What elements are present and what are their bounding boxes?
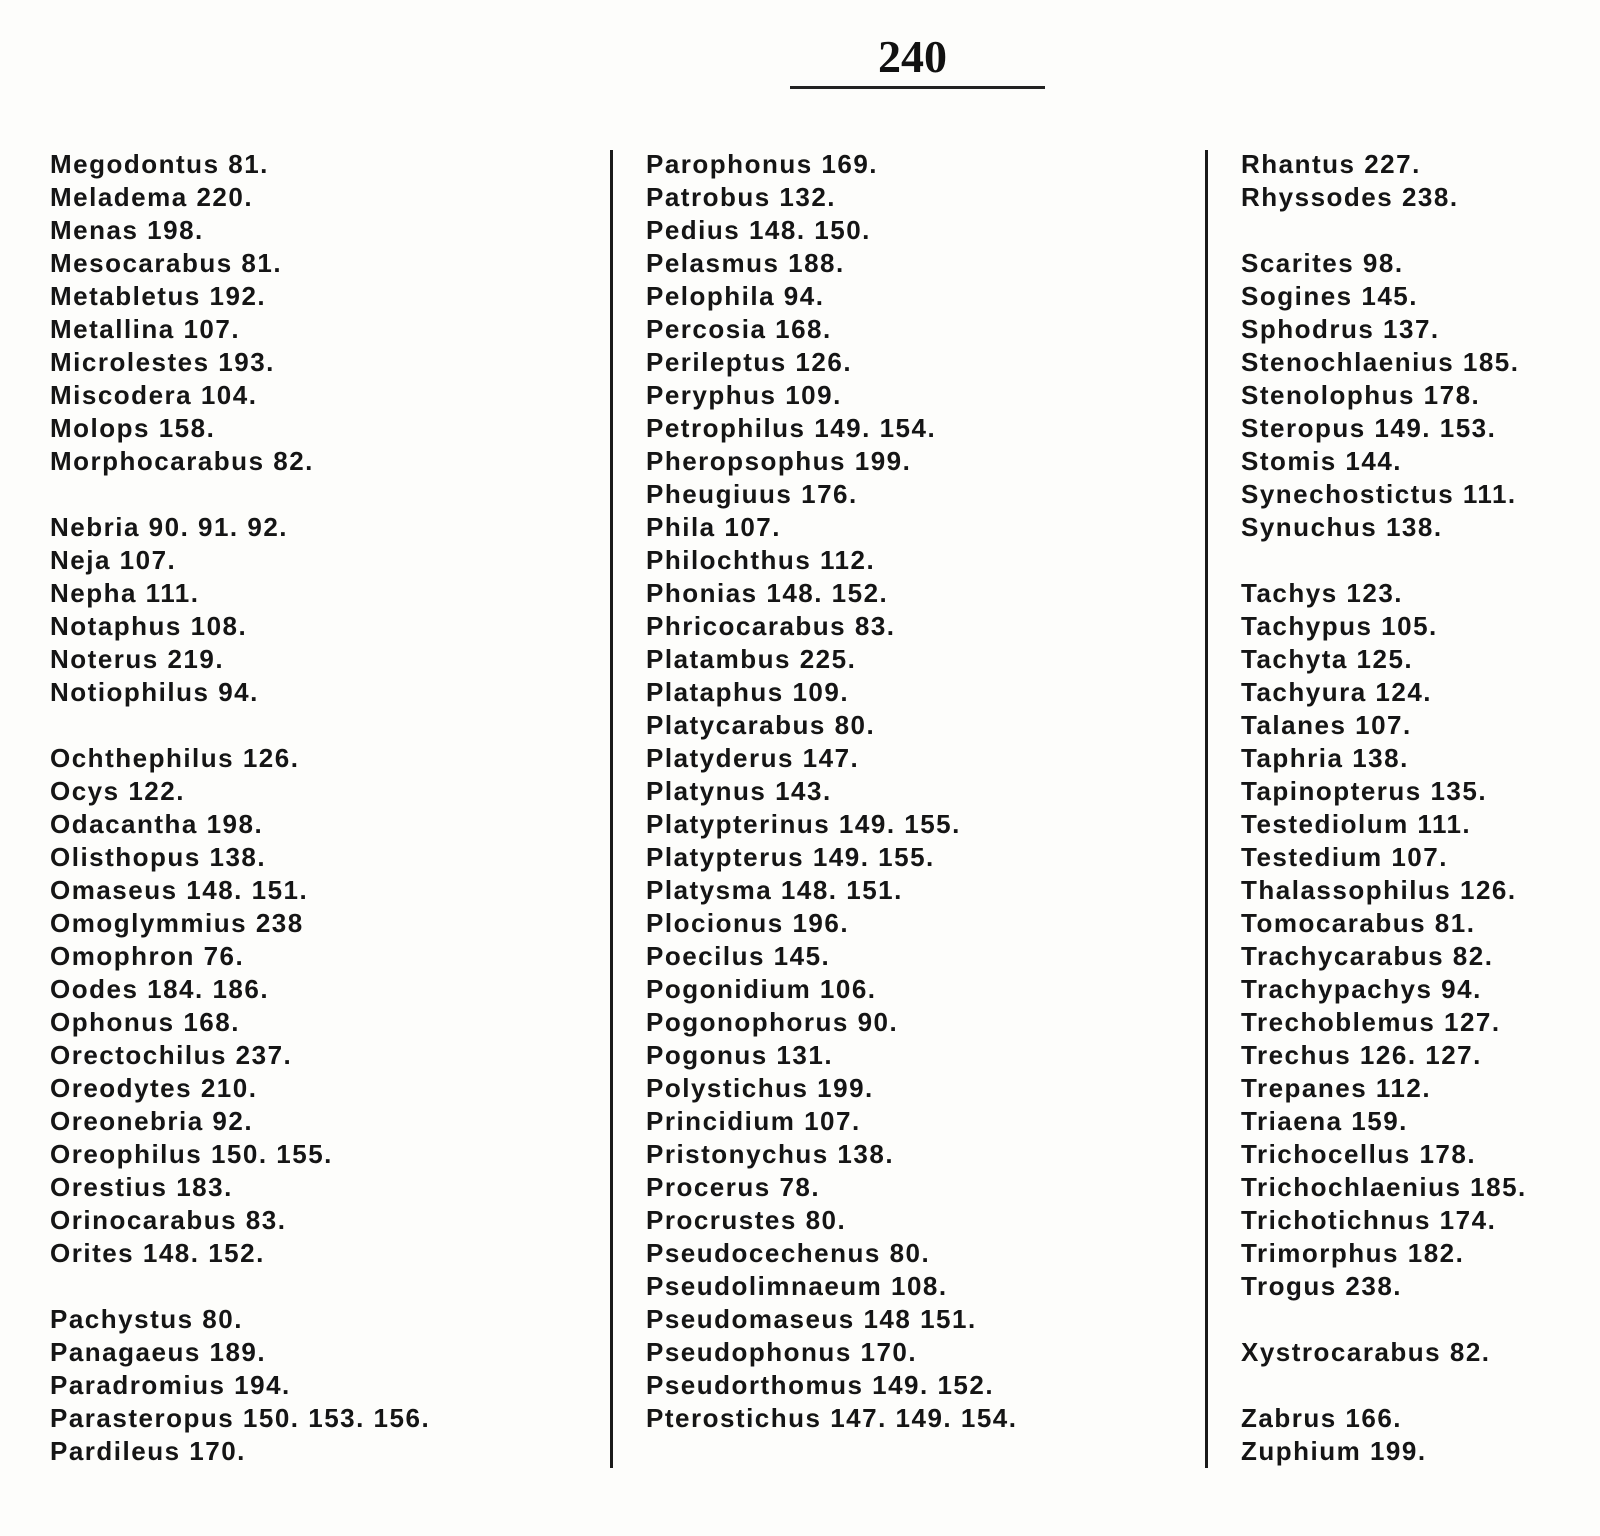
index-entry: Platyderus 147. — [646, 743, 860, 773]
index-entry: Trachycarabus 82. — [1241, 941, 1494, 971]
index-entry: Percosia 168. — [646, 314, 832, 344]
header-rule — [790, 86, 1045, 89]
index-entry: Oreophilus 150. 155. — [50, 1139, 333, 1169]
index-entry: Thalassophilus 126. — [1241, 875, 1517, 905]
index-entry: Zabrus 166. — [1241, 1403, 1403, 1433]
index-entry: Stomis 144. — [1241, 446, 1403, 476]
index-entry: Pelasmus 188. — [646, 248, 845, 278]
index-entry: Oodes 184. 186. — [50, 974, 270, 1004]
index-entry: Tachyura 124. — [1241, 677, 1433, 707]
index-entry: Platypterinus 149. 155. — [646, 809, 961, 839]
index-entry: Pelophila 94. — [646, 281, 825, 311]
index-entry: Ophonus 168. — [50, 1007, 240, 1037]
page-number: 240 — [878, 31, 947, 82]
index-entry: Testediolum 111. — [1241, 809, 1472, 839]
index-entry: Phila 107. — [646, 512, 781, 542]
index-entry: Sphodrus 137. — [1241, 314, 1440, 344]
index-entry: Orites 148. 152. — [50, 1238, 265, 1268]
index-entry: Trimorphus 182. — [1241, 1238, 1465, 1268]
index-entry: Olisthopus 138. — [50, 842, 267, 872]
index-entry: Ocys 122. — [50, 776, 185, 806]
index-entry: Noterus 219. — [50, 644, 225, 674]
letter-group-gap — [1241, 544, 1527, 577]
index-entry: Platambus 225. — [646, 644, 857, 674]
index-entry: Pardileus 170. — [50, 1436, 246, 1466]
index-entry: Pterostichus 147. 149. 154. — [646, 1403, 1018, 1433]
index-entry: Phonias 148. 152. — [646, 578, 889, 608]
index-entry: Rhantus 227. — [1241, 149, 1421, 179]
index-entry: Tachypus 105. — [1241, 611, 1438, 641]
index-entry: Trachypachys 94. — [1241, 974, 1482, 1004]
index-entry: Metabletus 192. — [50, 281, 267, 311]
index-entry: Petrophilus 149. 154. — [646, 413, 937, 443]
index-entry: Tachyta 125. — [1241, 644, 1414, 674]
index-entry: Plocionus 196. — [646, 908, 850, 938]
letter-group-gap — [1241, 1303, 1527, 1336]
index-entry: Pachystus 80. — [50, 1304, 243, 1334]
index-entry: Notiophilus 94. — [50, 677, 259, 707]
index-entry: Sogines 145. — [1241, 281, 1418, 311]
index-entry: Nebria 90. 91. 92. — [50, 512, 289, 542]
index-entry: Pseudorthomus 149. 152. — [646, 1370, 995, 1400]
index-entry: Stenochlaenius 185. — [1241, 347, 1520, 377]
index-entry: Synuchus 138. — [1241, 512, 1443, 542]
index-entry: Rhyssodes 238. — [1241, 182, 1459, 212]
index-entry: Pogonophorus 90. — [646, 1007, 899, 1037]
index-entry: Orectochilus 237. — [50, 1040, 293, 1070]
index-entry: Microlestes 193. — [50, 347, 275, 377]
index-entry: Princidium 107. — [646, 1106, 861, 1136]
index-entry: Miscodera 104. — [50, 380, 258, 410]
index-entry: Tomocarabus 81. — [1241, 908, 1476, 938]
index-entry: Neja 107. — [50, 545, 177, 575]
index-entry: Molops 158. — [50, 413, 216, 443]
column-divider-2 — [1205, 150, 1208, 1468]
index-entry: Trichotichnus 174. — [1241, 1205, 1497, 1235]
index-entry: Ochthephilus 126. — [50, 743, 300, 773]
index-entry: Pseudophonus 170. — [646, 1337, 918, 1367]
index-entry: Polystichus 199. — [646, 1073, 874, 1103]
index-entry: Peryphus 109. — [646, 380, 842, 410]
index-entry: Pseudomaseus 148 151. — [646, 1304, 977, 1334]
index-entry: Triaena 159. — [1241, 1106, 1408, 1136]
letter-group-gap — [50, 709, 430, 742]
index-entry: Metallina 107. — [50, 314, 241, 344]
index-entry: Morphocarabus 82. — [50, 446, 314, 476]
index-entry: Orinocarabus 83. — [50, 1205, 287, 1235]
index-entry: Tachys 123. — [1241, 578, 1404, 608]
index-entry: Patrobus 132. — [646, 182, 837, 212]
index-entry: Parophonus 169. — [646, 149, 878, 179]
letter-group-gap — [50, 1270, 430, 1303]
index-entry: Omaseus 148. 151. — [50, 875, 309, 905]
index-entry: Philochthus 112. — [646, 545, 876, 575]
index-entry: Trechoblemus 127. — [1241, 1007, 1501, 1037]
index-entry: Oreodytes 210. — [50, 1073, 258, 1103]
index-entry: Paradromius 194. — [50, 1370, 291, 1400]
index-entry: Pseudocechenus 80. — [646, 1238, 931, 1268]
index-entry: Orestius 183. — [50, 1172, 233, 1202]
index-entry: Megodontus 81. — [50, 149, 269, 179]
index-column-3 — [1241, 148, 1527, 1468]
index-column-2 — [646, 148, 1017, 1435]
index-entry: Stenolophus 178. — [1241, 380, 1481, 410]
index-entry: Trechus 126. 127. — [1241, 1040, 1482, 1070]
index-entry: Steropus 149. 153. — [1241, 413, 1497, 443]
index-entry: Omoglymmius 238 — [50, 908, 304, 938]
index-entry: Phricocarabus 83. — [646, 611, 896, 641]
index-entry: Mesocarabus 81. — [50, 248, 283, 278]
letter-group-gap — [50, 478, 430, 511]
index-column-1 — [50, 148, 430, 1468]
index-entry: Scarites 98. — [1241, 248, 1404, 278]
index-entry: Trichochlaenius 185. — [1241, 1172, 1527, 1202]
index-entry: Trichocellus 178. — [1241, 1139, 1477, 1169]
index-entry: Talanes 107. — [1241, 710, 1412, 740]
index-entry: Pogonidium 106. — [646, 974, 877, 1004]
index-entry: Pristonychus 138. — [646, 1139, 895, 1169]
index-entry: Pedius 148. 150. — [646, 215, 871, 245]
index-entry: Perileptus 126. — [646, 347, 853, 377]
index-entry: Oreonebria 92. — [50, 1106, 254, 1136]
index-entry: Trogus 238. — [1241, 1271, 1402, 1301]
index-entry: Platynus 143. — [646, 776, 832, 806]
index-entry: Synechostictus 111. — [1241, 479, 1517, 509]
index-entry: Parasteropus 150. 153. 156. — [50, 1403, 431, 1433]
index-entry: Pogonus 131. — [646, 1040, 834, 1070]
index-entry: Panagaeus 189. — [50, 1337, 267, 1367]
index-entry: Nepha 111. — [50, 578, 200, 608]
index-entry: Menas 198. — [50, 215, 204, 245]
index-entry: Odacantha 198. — [50, 809, 264, 839]
index-entry: Trepanes 112. — [1241, 1073, 1432, 1103]
index-entry: Pheugiuus 176. — [646, 479, 858, 509]
index-entry: Zuphium 199. — [1241, 1436, 1427, 1466]
index-entry: Procrustes 80. — [646, 1205, 847, 1235]
index-entry: Plataphus 109. — [646, 677, 850, 707]
index-entry: Taphria 138. — [1241, 743, 1409, 773]
index-entry: Tapinopterus 135. — [1241, 776, 1488, 806]
index-entry: Poecilus 145. — [646, 941, 831, 971]
index-entry: Platypterus 149. 155. — [646, 842, 935, 872]
letter-group-gap — [1241, 1369, 1527, 1402]
index-entry: Pseudolimnaeum 108. — [646, 1271, 948, 1301]
index-entry: Testedium 107. — [1241, 842, 1448, 872]
index-entry: Platycarabus 80. — [646, 710, 876, 740]
index-entry: Xystrocarabus 82. — [1241, 1337, 1491, 1367]
index-entry: Meladema 220. — [50, 182, 254, 212]
index-entry: Omophron 76. — [50, 941, 245, 971]
index-entry: Platysma 148. 151. — [646, 875, 903, 905]
index-entry: Notaphus 108. — [50, 611, 248, 641]
index-entry: Pheropsophus 199. — [646, 446, 912, 476]
index-entry: Procerus 78. — [646, 1172, 821, 1202]
column-divider-1 — [610, 150, 613, 1468]
letter-group-gap — [1241, 214, 1527, 247]
